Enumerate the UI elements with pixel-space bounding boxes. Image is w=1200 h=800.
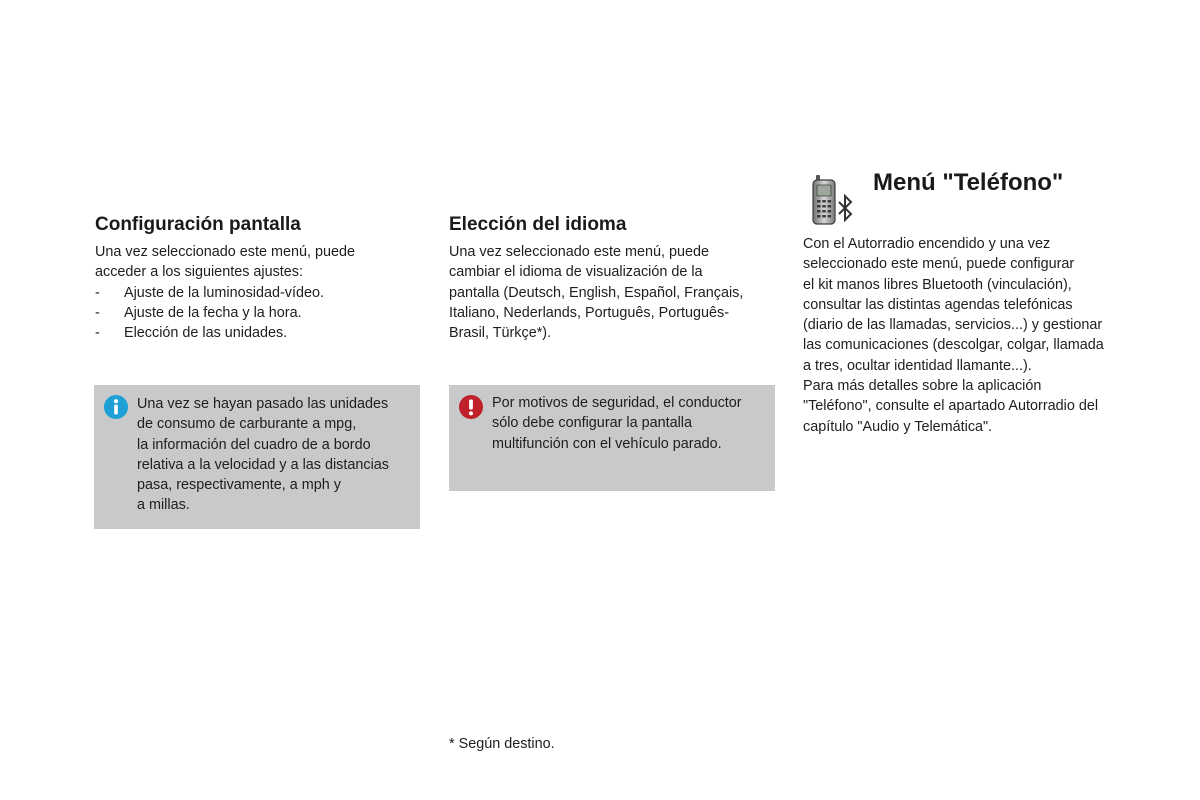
list-item-label: Ajuste de la fecha y la hora.	[124, 304, 302, 321]
list-item-label: Elección de las unidades.	[124, 325, 288, 342]
mobile-phone-bluetooth-icon	[808, 174, 858, 226]
info-icon	[104, 395, 128, 419]
text-line: multifunción con el vehículo parado.	[492, 435, 722, 452]
text-line: relativa a la velocidad y a las distancias	[137, 456, 389, 473]
language-title: Elección del idioma	[449, 214, 627, 235]
text-line: a tres, ocultar identidad llamante...).	[803, 357, 1032, 374]
warning-icon	[459, 395, 483, 419]
bullet-marker: -	[95, 325, 100, 342]
info-note-box	[94, 385, 420, 529]
text-line: a millas.	[137, 497, 190, 514]
bullet-marker: -	[95, 304, 100, 321]
display-config-options-list	[95, 283, 425, 344]
text-line: pantalla (Deutsch, English, Español, Français,	[449, 284, 744, 301]
text-line: Una vez seleccionado este menú, puede	[449, 244, 710, 260]
text-line: Con el Autorradio encendido y una vez	[803, 236, 1051, 252]
text-line: las comunicaciones (descolgar, colgar, llamada	[803, 337, 1104, 354]
warning-note-text	[492, 393, 742, 454]
text-line: capítulo "Audio y Telemática".	[803, 418, 993, 435]
text-line: de consumo de carburante a mpg,	[137, 416, 357, 433]
list-item	[95, 323, 425, 343]
text-line: sólo debe configurar la pantalla	[492, 415, 693, 432]
text-line: "Teléfono", consulte el apartado Autorradio del	[803, 398, 1099, 415]
footnote: * Según destino.	[449, 736, 555, 752]
text-line: Italiano, Nederlands, Português, Português-	[449, 304, 729, 321]
text-line: Una vez se hayan pasado las unidades	[137, 396, 389, 412]
text-line: Por motivos de seguridad, el conductor	[492, 395, 742, 411]
language-description	[449, 242, 779, 343]
text-line: consultar las distintas agendas telefónicas	[803, 296, 1073, 313]
text-line: cambiar el idioma de visualización de la	[449, 264, 703, 281]
text-line: Una vez seleccionado este menú, puede	[95, 244, 356, 260]
list-item	[95, 283, 425, 303]
bullet-marker: -	[95, 284, 100, 301]
text-line: Para más detalles sobre la aplicación	[803, 378, 1042, 395]
text-line: (diario de las llamadas, servicios...) y gestionar	[803, 317, 1103, 334]
phone-menu-section	[803, 234, 1143, 437]
text-line: el kit manos libres Bluetooth (vinculación),	[803, 276, 1072, 293]
text-line: Brasil, Türkçe*).	[449, 325, 552, 342]
list-item	[95, 303, 425, 323]
text-line: la información del cuadro de a bordo	[137, 436, 371, 453]
display-config-intro	[95, 242, 425, 283]
language-section	[449, 214, 779, 343]
phone-menu-description	[803, 234, 1143, 437]
text-line: acceder a los siguientes ajustes:	[95, 264, 303, 281]
display-config-title: Configuración pantalla	[95, 214, 301, 235]
list-item-label: Ajuste de la luminosidad-vídeo.	[124, 284, 324, 301]
warning-note-box	[449, 385, 775, 491]
info-note-text	[137, 394, 389, 516]
text-line: seleccionado este menú, puede configurar	[803, 256, 1075, 273]
text-line: pasa, respectivamente, a mph y	[137, 477, 341, 494]
display-config-section	[95, 214, 425, 343]
phone-menu-title: Menú "Teléfono"	[873, 169, 1064, 196]
